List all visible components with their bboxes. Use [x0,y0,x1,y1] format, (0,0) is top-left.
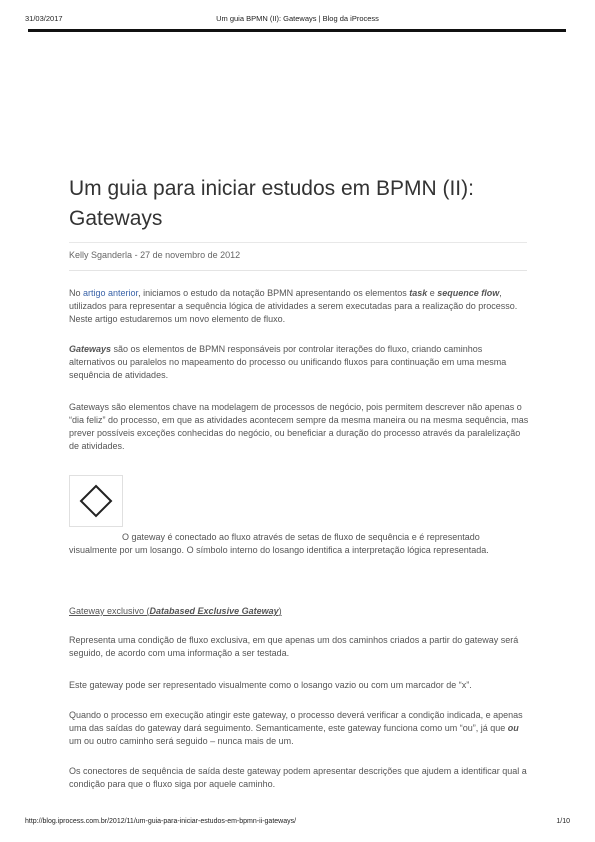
byline-separator: - [134,250,138,260]
author-name: Kelly Sganderla [69,250,133,260]
byline-divider [69,270,527,271]
paragraph-exclusive-semantics: Quando o processo em execução atingir este gateway, o processo deverá verificar a condição indicada, e apenas uma das saídas do gateway dará seguimento. Semanticamente, este gateway funciona como um “ou”, já que ou um ou outro caminho será seguido – nunca mais de um. [69,710,523,746]
print-page-title: Um guia BPMN (II): Gateways | Blog da iProcess [216,14,379,23]
print-date: 31/03/2017 [25,14,63,23]
paragraph-exclusive-definition: Representa uma condição de fluxo exclusiva, em que apenas um dos caminhos criados a partir do gateway será seguido, de acordo com uma informação a ser testada. [69,635,519,658]
paragraph-gateways-definition: Gateways são os elementos de BPMN responsáveis por controlar iterações do fluxo, criando caminhos alternativos ou paralelos no mapeamento do processo ou unificando fluxos para continuação em uma mesma sequência de atividades. [69,344,507,380]
previous-article-link[interactable]: artigo anterior [83,288,139,298]
term-gateways: Gateways [69,344,112,354]
diamond-gateway-icon [79,484,113,518]
page-number: 1/10 [556,818,570,825]
page-url: http://blog.iprocess.com.br/2012/11/um-guia-para-iniciar-estudos-em-bpmn-ii-gateways/ [25,818,297,825]
paragraph-gateways-key: Gateways são elementos chave na modelagem de processos de negócio, pois permitem descrever não apenas o “dia feliz” do processo, em que as atividades acontecem sempre da mesma maneira ou na mesma sequência, mas prever possíveis exceções conhecidas do negócio, ou beneficiar a duração do processo através da paralelização de atividades. [69,402,529,451]
gateway-figure [69,475,123,527]
paragraph-exclusive-connectors: Os conectores de sequência de saída deste gateway podem apresentar descrições que ajudem a identificar qual a condição para que o fluxo siga por aquele caminho. [69,766,527,789]
header-divider [28,29,566,32]
article-title: Um guia para iniciar estudos em BPMN (II): Gateways [69,177,474,230]
paragraph-exclusive-visual: Este gateway pode ser representado visualmente como o losango vazio ou com um marcador de “x”. [69,680,472,690]
section-heading-exclusive: Gateway exclusivo (Databased Exclusive Gateway) [69,606,282,616]
title-divider [69,242,527,243]
term-task: task [409,288,428,298]
paragraph-intro: No artigo anterior, iniciamos o estudo da notação BPMN apresentando os elementos task e sequence flow, utilizados para representar a sequência lógica de atividades a serem executadas para a realização do processo. Neste artigo estudaremos um novo elemento de fluxo. [69,288,518,324]
byline [69,250,240,260]
post-date: 27 de novembro de 2012 [140,250,241,260]
term-sequence-flow: sequence flow [437,288,500,298]
paragraph-gateway-connection: O gateway é conectado ao fluxo através de setas de fluxo de sequência e é representado visualmente por um losango. O símbolo interno do losango identifica a interpretação lógica representada. [69,532,489,555]
print-footer [25,818,570,825]
